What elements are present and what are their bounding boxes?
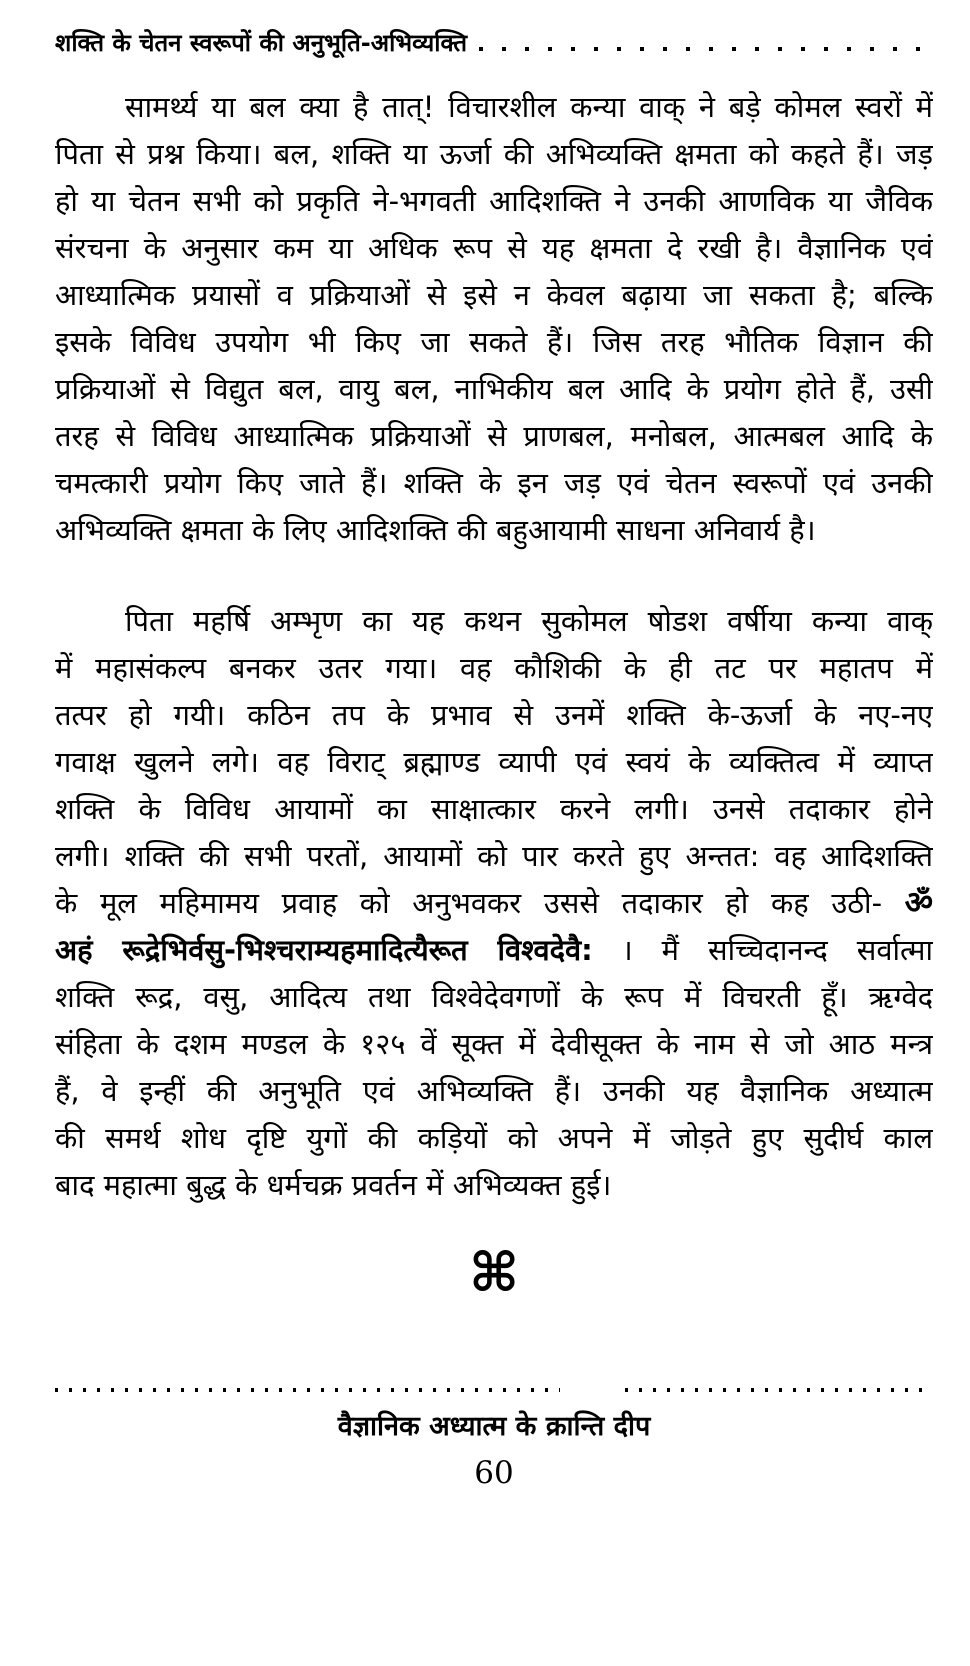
text-line: सामर्थ्य या बल क्या है तात्! विचारशील कन्या वाक् ने बड़े कोमल स्वरों में: [125, 90, 933, 124]
text-line: लगी। शक्ति की सभी परतों, आयामों को पार करते हुए अन्तत: वह आदिशक्ति: [55, 839, 933, 873]
mantra-bold-segment: अहं रूद्रेभिर्वसु-भिश्चराम्यहमादित्यैरूत विश्वदेवै:: [55, 933, 593, 967]
text-line: आध्यात्मिक प्रयासों व प्रक्रियाओं से इसे न केवल बढ़ाया जा सकता है; बल्कि: [55, 278, 933, 312]
paragraph-1: [55, 84, 933, 554]
text-line: इसके विविध उपयोग भी किए जा सकते हैं। जिस तरह भौतिक विज्ञान की: [55, 325, 933, 359]
text-line: संरचना के अनुसार कम या अधिक रूप से यह क्षमता दे रखी है। वैज्ञानिक एवं: [55, 231, 933, 265]
dotted-rule-right-segment: [625, 1388, 933, 1392]
paragraph-2: [55, 598, 933, 1209]
dotted-rule: [55, 1388, 933, 1392]
page-number: 60: [474, 1455, 514, 1491]
text-line: पिता महर्षि अम्भृण का यह कथन सुकोमल षोडश वर्षीया कन्या वाक्: [125, 604, 933, 638]
text-line: तरह से विविध आध्यात्मिक प्रक्रियाओं से प्राणबल, मनोबल, आत्मबल आदि के: [55, 419, 933, 453]
text-line: की समर्थ शोध दृष्टि युगों की कड़ियों को अपने में जोड़ते हुए सुदीर्घ काल: [55, 1121, 933, 1155]
text-line: शक्ति रूद्र, वसु, आदित्य तथा विश्वेदेवगणों के रूप में विचरती हूँ। ऋग्वेद: [55, 980, 933, 1014]
om-symbol: ॐ: [904, 885, 933, 921]
text-segment: के मूल महिमामय प्रवाह को अनुभवकर उससे तदाकार हो कह उठी-: [55, 886, 905, 920]
text-line: हैं, वे इन्हीं की अनुभूति एवं अभिव्यक्ति हैं। उनकी यह वैज्ञानिक अध्यात्म: [55, 1074, 933, 1108]
text-line: चमत्कारी प्रयोग किए जाते हैं। शक्ति के इन जड़ एवं चेतन स्वरूपों एवं उनकी: [55, 466, 933, 500]
text-segment: । मैं सच्चिदानन्द सर्वात्मा: [621, 933, 933, 967]
book-title: वैज्ञानिक अध्यात्म के क्रान्ति दीप: [337, 1411, 651, 1442]
running-header-title: शक्ति के चेतन स्वरूपों की अनुभूति-अभिव्यक्ति: [55, 29, 468, 57]
text-line: संहिता के दशम मण्डल के १२५ वें सूक्त में देवीसूक्त के नाम से जो आठ मन्त्र: [55, 1027, 933, 1061]
text-line: प्रक्रियाओं से विद्युत बल, वायु बल, नाभिकीय बल आदि के प्रयोग होते हैं, उसी: [55, 372, 933, 406]
dotted-leader: [479, 47, 933, 51]
text-line: बाद महात्मा बुद्ध के धर्मचक्र प्रवर्तन में अभिव्यक्त हुई।: [55, 1168, 612, 1202]
text-line: में महासंकल्प बनकर उतर गया। वह कौशिकी के ही तट पर महातप में: [55, 651, 933, 685]
text-line: शक्ति के विविध आयामों का साक्षात्कार करने लगी। उनसे तदाकार होने: [55, 792, 933, 826]
text-line-with-om: [55, 880, 933, 927]
mantra-line: [55, 927, 933, 974]
section-end-ornament: [55, 1243, 933, 1303]
text-line: पिता से प्रश्न किया। बल, शक्ति या ऊर्जा की अभिव्यक्ति क्षमता को कहते हैं। जड़: [55, 137, 933, 171]
dotted-rule-left-segment: [55, 1388, 560, 1392]
text-line: तत्पर हो गयी। कठिन तप के प्रभाव से उनमें शक्ति के-ऊर्जा के नए-नए: [55, 698, 933, 732]
command-knot-icon: ⌘: [468, 1241, 520, 1304]
text-line: अभिव्यक्ति क्षमता के लिए आदिशक्ति की बहुआयामी साधना अनिवार्य है।: [55, 513, 816, 547]
running-header: [55, 26, 933, 60]
text-line: गवाक्ष खुलने लगे। वह विराट् ब्रह्माण्ड व्यापी एवं स्वयं के व्यक्तित्व में व्याप्त: [55, 745, 933, 779]
page-footer: [55, 1388, 933, 1491]
text-line: हो या चेतन सभी को प्रकृति ने-भगवती आदिशक्ति ने उनकी आणविक या जैविक: [55, 184, 933, 218]
